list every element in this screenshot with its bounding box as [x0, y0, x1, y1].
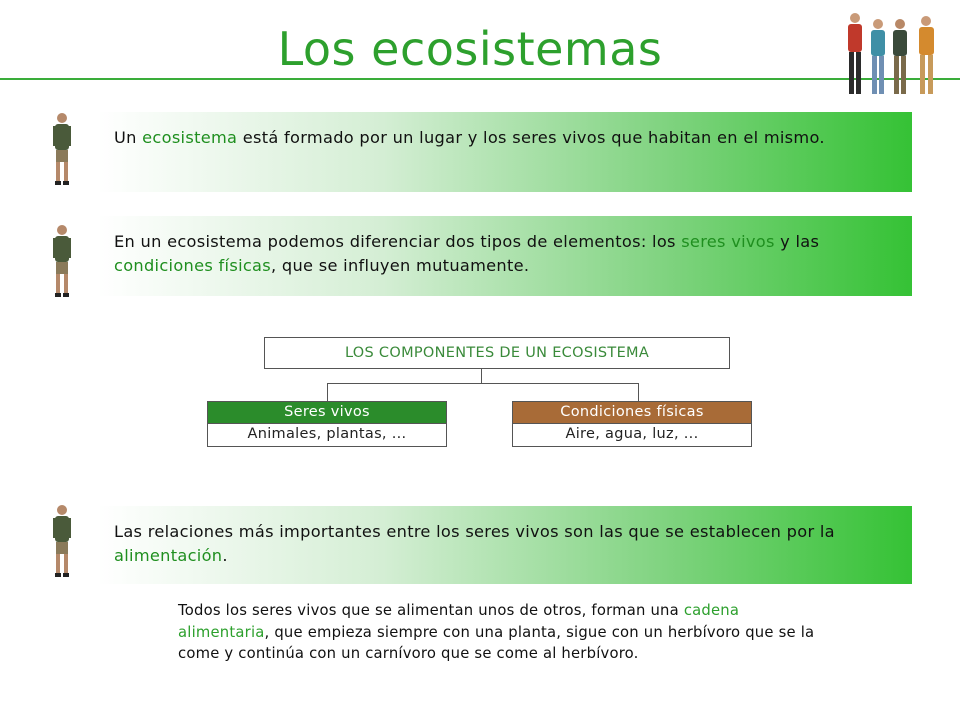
page-title: Los ecosistemas — [277, 22, 663, 76]
person-figure-icon — [50, 504, 74, 578]
person-figure-icon — [50, 112, 74, 186]
living-beings-examples: Animales, plantas, ... — [207, 424, 447, 447]
para3-highlight-alimentacion: alimentación — [114, 546, 223, 565]
para1-text-start: Un — [114, 128, 143, 147]
physical-conditions-examples: Aire, agua, luz, ... — [512, 424, 752, 447]
note-text-end: , que empieza siempre con una planta, sigue con un herbívoro que se la come y continúa con un carnívoro que se come al herbívoro. — [178, 623, 815, 662]
para3-text-start: Las relaciones más importantes entre los seres vivos son las que se establecen por la — [114, 522, 835, 541]
para2-highlight-condiciones-fisicas: condiciones físicas — [114, 256, 272, 275]
note-highlight-cadena-alimentaria: cadena alimentaria — [178, 602, 740, 641]
diagram-title: LOS COMPONENTES DE UN ECOSISTEMA — [264, 337, 730, 369]
para3-text-end: . — [222, 546, 228, 565]
physical-conditions-header: Condiciones físicas — [512, 401, 752, 424]
para2-text-end: , que se influyen mutuamente. — [271, 256, 530, 275]
food-chain-note — [178, 600, 828, 665]
note-text-start: Todos los seres vivos que se alimentan unos de otros, forman una — [178, 602, 684, 619]
para1-highlight-ecosistema: ecosistema — [142, 128, 238, 147]
diagram-connector-stem — [481, 369, 482, 383]
para2-text-mid: y las — [774, 232, 820, 251]
para1-text-end: está formado por un lugar y los seres vivos que habitan en el mismo. — [237, 128, 825, 147]
person-figure-icon — [50, 224, 74, 298]
living-beings-header: Seres vivos — [207, 401, 447, 424]
diagram-connector-left — [327, 383, 328, 401]
group-of-people-icon — [838, 8, 948, 102]
ecosystem-definition — [98, 112, 912, 192]
diagram-connector-right — [638, 383, 639, 401]
para2-highlight-seres-vivos: seres vivos — [681, 232, 775, 251]
diagram-connector-bar — [327, 383, 639, 384]
feeding-relations — [98, 506, 912, 584]
title-divider — [0, 78, 960, 80]
para2-text-start: En un ecosistema podemos diferenciar dos tipos de elementos: los — [114, 232, 682, 251]
ecosystem-elements — [98, 216, 912, 296]
